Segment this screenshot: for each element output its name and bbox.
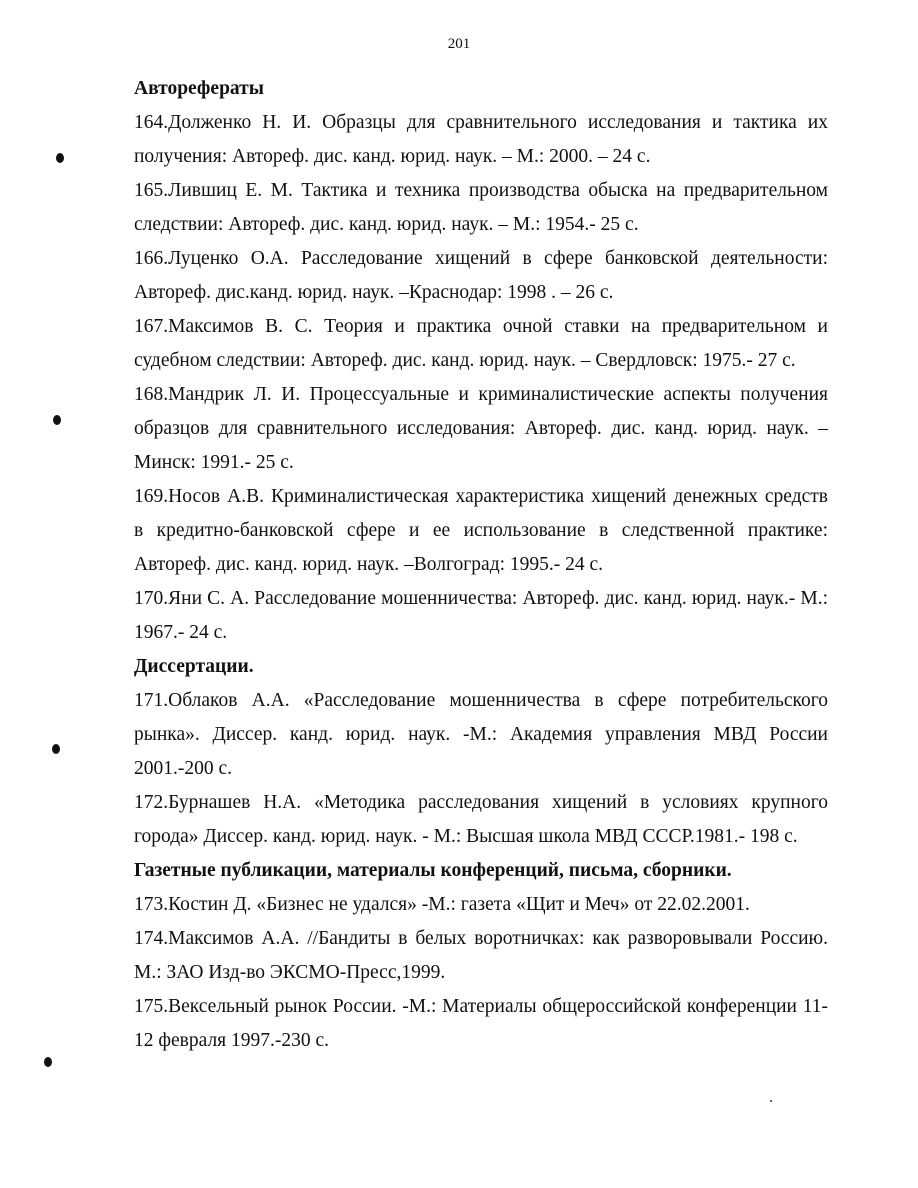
- section-heading-publications: Газетные публикации, материалы конференций, письма, сборники.: [134, 860, 732, 881]
- bibliography-entry: 168.Мандрик Л. И. Процессуальные и криминалистические аспекты получения образцов для сравнительного исследования: Автореф. дис. канд. юрид. наук. – Минск: 1991.- 25 с.: [134, 384, 828, 473]
- binding-hole-mark: [52, 744, 60, 754]
- bibliography-entry: 165.Лившиц Е. М. Тактика и техника производства обыска на предварительном следствии: Автореф. дис. канд. юрид. наук. – М.: 1954.- 25 с.: [134, 180, 828, 235]
- binding-hole-mark: [44, 1057, 52, 1067]
- scan-speck: [770, 1100, 772, 1102]
- bibliography-entry: 173.Костин Д. «Бизнес не удался» -М.: газета «Щит и Меч» от 22.02.2001.: [134, 894, 750, 915]
- bibliography-entry: 172.Бурнашев Н.А. «Методика расследования хищений в условиях крупного города» Диссер. канд. юрид. наук. - М.: Высшая школа МВД СССР.1981.- 198 с.: [134, 792, 828, 847]
- bibliography-entry: 174.Максимов А.А. //Бандиты в белых воротничках: как разворовывали Россию. М.: ЗАО Изд-во ЭКСМО-Пресс,1999.: [134, 928, 828, 983]
- section-heading-dissertations: Диссертации.: [134, 656, 254, 677]
- bibliography-entry: 175.Вексельный рынок России. -М.: Материалы общероссийской конференции 11-12 февраля 1997.-230 с.: [134, 996, 828, 1051]
- binding-hole-mark: [56, 153, 64, 163]
- bibliography-entry: 171.Облаков А.А. «Расследование мошенничества в сфере потребительского рынка». Диссер. канд. юрид. наук. -М.: Академия управления МВД России 2001.-200 с.: [134, 690, 828, 779]
- binding-hole-mark: [53, 415, 61, 425]
- bibliography-entry: 170.Яни С. А. Расследование мошенничества: Автореф. дис. канд. юрид. наук.- М.: 1967.- 24 с.: [134, 588, 828, 643]
- bibliography-entry: 169.Носов А.В. Криминалистическая характеристика хищений денежных средств в кредитно-банковской сфере и ее использование в следственной практике: Автореф. дис. канд. юрид. наук. –Волгоград: 1995.- 24 с.: [134, 486, 828, 575]
- bibliography-content: [134, 72, 828, 1058]
- section-heading-autoreferats: Авторефераты: [134, 78, 264, 99]
- bibliography-entry: 164.Долженко Н. И. Образцы для сравнительного исследования и тактика их получения: Автореф. дис. канд. юрид. наук. – М.: 2000. – 24 с.: [134, 112, 828, 167]
- bibliography-entry: 167.Максимов В. С. Теория и практика очной ставки на предварительном и судебном следствии: Автореф. дис. канд. юрид. наук. – Свердловск: 1975.- 27 с.: [134, 316, 828, 371]
- page-number: 201: [447, 36, 471, 52]
- bibliography-entry: 166.Луценко О.А. Расследование хищений в сфере банковской деятельности: Автореф. дис.канд. юрид. наук. –Краснодар: 1998 . – 26 с.: [134, 248, 828, 303]
